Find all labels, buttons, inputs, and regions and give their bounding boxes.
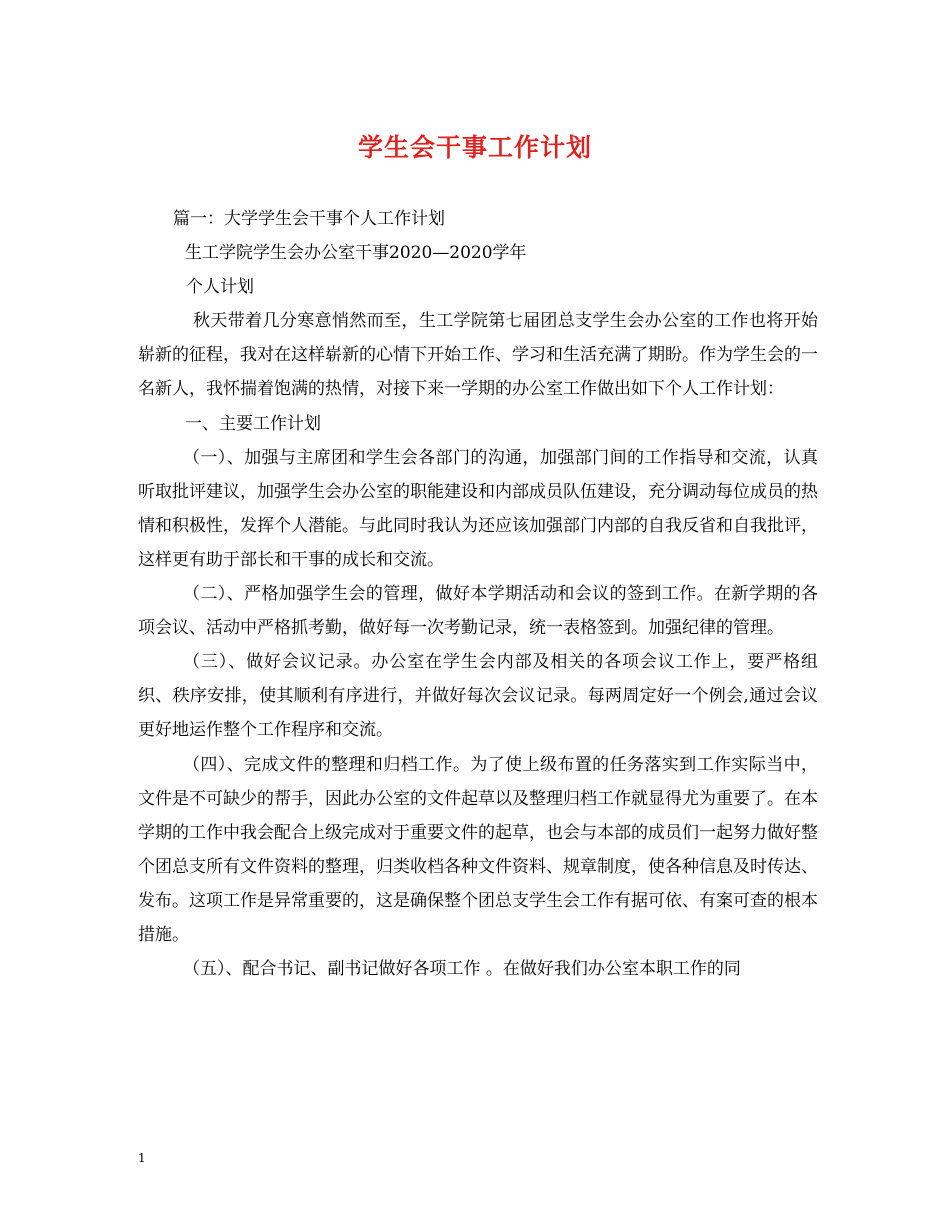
- body-paragraph: 秋天带着几分寒意悄然而至，生工学院第七届团总支学生会办公室的工作也将开始崭新的征程，我对在这样崭新的心情下开始工作、学习和生活充满了期盼。作为学生会的一名新人，我怀揣着饱满的热情，对接下来一学期的办公室工作做出如下个人工作计划：: [138, 311, 818, 400]
- subtitle-line: 生工学院学生会办公室干事2020—2020学年: [185, 243, 527, 264]
- body-paragraph: （五）、配合书记、副书记做好各项工作 。在做好我们办公室本职工作的同: [183, 959, 741, 980]
- body-paragraph: （四）、完成文件的整理和归档工作。为了使上级布置的任务落实到工作实际当中，文件是不可缺少的帮手，因此办公室的文件起草以及整理归档工作就显得尤为重要了。在本学期的工作中我会配合上级完成对于重要文件的起草，也会与本部的成员们一起努力做好整个团总支所有文件资料的整理，归类收档各种文件资料、规章制度，使各种信息及时传达、发布。这项工作是异常重要的，这是确保整个团总支学生会工作有据可依、有案可查的根本措施。: [138, 754, 818, 945]
- document-title: 学生会干事工作计划: [357, 133, 592, 162]
- section-heading: 一、主要工作计划: [185, 413, 321, 434]
- body-paragraph: （一）、加强与主席团和学生会各部门的沟通，加强部门间的工作指导和交流，认真听取批评建议，加强学生会办公室的职能建设和内部成员队伍建设，充分调动每位成员的热情和积极性，发挥个人潜能。与此同时我认为还应该加强部门内部的自我反省和自我批评，这样更有助于部长和干事的成长和交流。: [138, 447, 818, 570]
- body-paragraph: （三）、做好会议记录。办公室在学生会内部及相关的各项会议工作上，要严格组织、秩序安排，使其顺利有序进行，并做好每次会议记录。每两周定好一个例会,通过会议更好地运作整个工作程序和交流。: [138, 652, 818, 741]
- section-heading: 篇一：大学学生会干事个人工作计划: [173, 209, 445, 229]
- body-paragraph: （二）、严格加强学生会的管理，做好本学期活动和会议的签到工作。在新学期的各项会议、活动中严格抓考勤，做好每一次考勤记录，统一表格签到。加强纪律的管理。: [138, 584, 818, 639]
- page-number: 1: [138, 1151, 146, 1165]
- document-body: [138, 202, 818, 986]
- subtitle-line: 个人计划: [186, 277, 254, 298]
